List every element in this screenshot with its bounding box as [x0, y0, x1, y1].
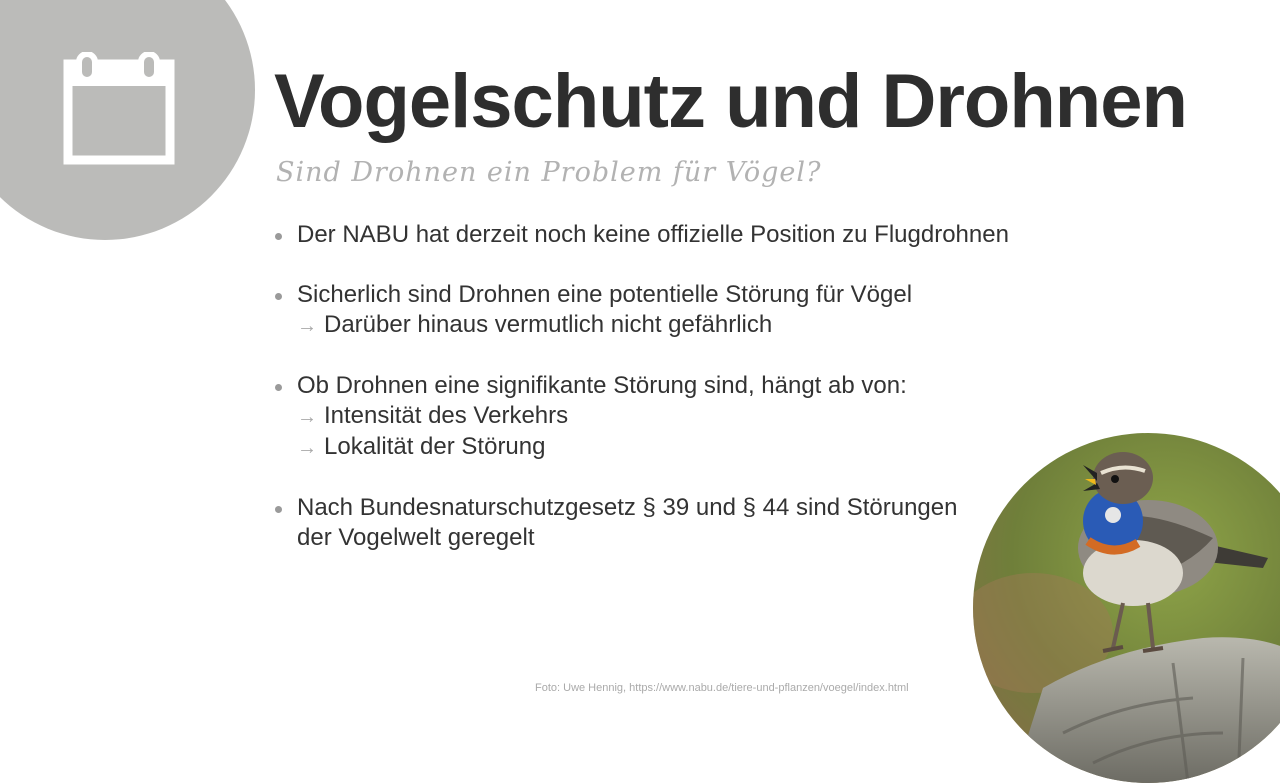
- bluethroat-bird-image: [973, 433, 1280, 783]
- arrow-icon: →: [297, 315, 317, 337]
- bullet-text: Der NABU hat derzeit noch keine offizielle Position zu Flugdrohnen: [297, 221, 1009, 248]
- sub-point-text: Intensität des Verkehrs: [324, 402, 569, 429]
- photo-credit: Foto: Uwe Hennig, https://www.nabu.de/tiere-und-pflanzen/voegel/index.html: [535, 682, 909, 694]
- arrow-icon: →: [297, 406, 317, 428]
- bullet-item: [275, 220, 1015, 250]
- sub-point: [297, 401, 1015, 432]
- bullet-item: [275, 493, 1015, 553]
- bullet-dot: [275, 384, 282, 391]
- arrow-icon: →: [297, 437, 317, 459]
- bird-photo: [973, 433, 1280, 783]
- bullet-item: [275, 371, 1015, 463]
- calendar-icon: [62, 52, 178, 168]
- bullet-dot: [275, 506, 282, 513]
- bullet-text: Ob Drohnen eine signifikante Störung sind, hängt ab von:: [297, 372, 907, 399]
- bullet-text: Nach Bundesnaturschutzgesetz § 39 und § 44 sind Störungen: [297, 494, 958, 521]
- sub-point-text: Darüber hinaus vermutlich nicht gefährlich: [324, 311, 773, 338]
- bullet-continuation: der Vogelwelt geregelt: [297, 524, 535, 551]
- bullet-dot: [275, 293, 282, 300]
- slide-title: Vogelschutz und Drohnen: [274, 59, 1187, 144]
- sub-point: [297, 432, 1015, 463]
- bullet-text: Sicherlich sind Drohnen eine potentielle Störung für Vögel: [297, 281, 913, 308]
- bullet-item: [275, 280, 1015, 341]
- sub-point-text: Lokalität der Störung: [324, 433, 546, 460]
- bullet-dot: [275, 233, 282, 240]
- slide-subtitle: Sind Drohnen ein Problem für Vögel?: [276, 157, 822, 188]
- sub-point: [297, 310, 1015, 341]
- bullet-list: [275, 220, 1015, 583]
